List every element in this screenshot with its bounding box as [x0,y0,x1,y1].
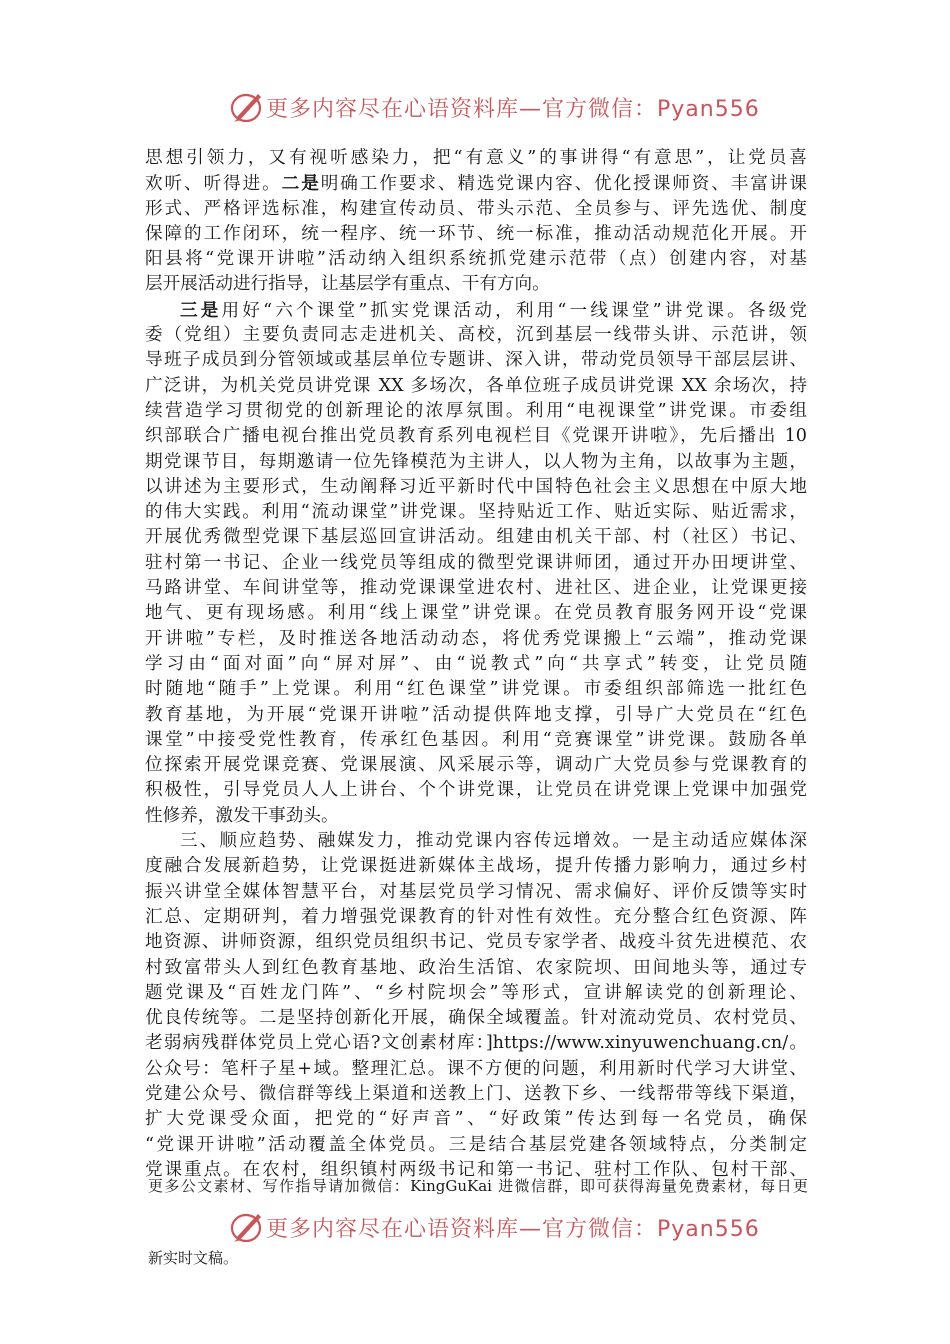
banner-text: 更多内容尽在心语资料库—官方微信：Pyan556 [266,1217,760,1242]
text-line [145,475,807,500]
text-run: 党建公众号、微信群等线上渠道和送教上门、送教下乡、一线帮带等线下渠道， [145,1083,807,1104]
document-body [145,146,807,1183]
watermark-banner-top [0,88,950,128]
text-line [145,1082,807,1107]
text-run: 织部联合广播电视台推出党员教育系列电视栏目《党课开讲啦》，先后播出 10 [145,426,807,447]
text-line [145,222,807,247]
text-line [145,804,807,829]
text-run: 度融合发展新趋势，让党课挺进新媒体主战场，提升传播力影响力，通过乡村 [145,856,807,877]
text-line [145,956,807,981]
text-run: 教育基地，为开展“党课开讲啦”活动提供阵地支撑，引导广大党员在“红色 [145,704,807,725]
text-line [145,500,807,525]
text-run: 驻村第一书记、企业一线党员等组成的微型党课讲师团，通过开办田埂讲堂、 [145,552,807,573]
text-line [145,677,807,702]
text-line [145,146,807,171]
text-run: 广泛讲，为机关党员讲党课 XX 多场次，各单位班子成员讲党课 XX 余场次，持 [145,375,807,396]
text-run: 地资源、讲师资源，组织党员组织书记、党员专家学者、战疫斗贫先进模范、农 [145,932,807,953]
text-run: 开展优秀微型党课下基层巡回宣讲活动。组建由机关干部、村（社区）书记、 [145,527,807,548]
text-run: 时随地“随手”上党课。利用“红色课堂”讲党课。市委组织部筛选一批红色 [145,679,807,700]
footer-note-line-2: 新实时文稿。 [148,1249,239,1267]
text-run: 汇总、定期研判，着力增强党课教育的针对性有效性。充分整合红色资源、阵 [145,906,807,927]
text-run: 村致富带头人到红色教育基地、政治生活馆、农家院坝、田间地头等，通过专 [145,957,807,978]
text-line [145,1133,807,1158]
text-line [145,424,807,449]
text-line [145,298,807,323]
text-line [145,1006,807,1031]
text-line [145,171,807,196]
text-run: 以讲述为主要形式，生动阐释习近平新时代中国特色社会主义思想在中原大地 [145,476,807,497]
text-line [145,272,807,297]
text-run: 老弱病残群体党员上党心语?文创素材库：]https://www.xinyuwenchuang.cn/。 [145,1033,807,1054]
text-line [145,880,807,905]
text-run: 党课重点。在农村，组织镇村两级书记和第一书记、驻村工作队、包村干部、 [145,1159,807,1180]
text-run: 明确工作要求、精选党课内容、优化授课师资、丰富讲课 [320,174,807,195]
text-run: 公众号：笔杆子星+域。整理汇总。课不方便的问题，利用新时代学习大讲堂、 [145,1058,807,1079]
text-run: 阳县将“党课开讲啦”活动纳入组织系统抓党建示范带（点）创建内容，对基 [145,249,807,270]
text-line [145,652,807,677]
text-line [145,981,807,1006]
text-run: 导班子成员到分管领域或基层单位专题讲、深入讲，带动党员领导干部层层讲、 [145,350,807,371]
text-run: 保障的工作闭环，统一程序、统一环节、统一标准，推动活动规范化开展。开 [145,223,807,244]
text-line [145,1031,807,1056]
text-line [145,930,807,955]
text-line [145,450,807,475]
banner-text: 更多内容尽在心语资料库—官方微信：Pyan556 [266,97,760,122]
text-line [145,1057,807,1082]
text-run: 二是 [281,173,321,195]
text-line [145,197,807,222]
text-run: 开讲啦”专栏，及时推送各地活动动态，将优秀党课搬上“云端”，推动党课 [145,628,807,649]
text-line [145,247,807,272]
banner-wechat-id: Pyan556 [657,1217,760,1242]
text-run: 马路讲堂、车间讲堂等，推动党课课堂进农村、进社区、进企业，让党课更接 [145,578,807,599]
text-line [145,348,807,373]
watermark-banner-bottom [0,1208,950,1248]
text-run: 三是 [180,299,222,321]
text-line [145,525,807,550]
text-run: 题党课及“百姓龙门阵”、“乡村院坝会”等形式，宣讲解读党的创新理论、 [145,982,807,1003]
text-run: 性修养，激发干事劲头。 [145,805,339,826]
text-line [145,323,807,348]
text-line [145,399,807,424]
text-run: 扩大党课受众面，把党的“好声音”、“好政策”传达到每一名党员，确保 [145,1109,807,1130]
text-line [145,753,807,778]
text-run: 优良传统等。二是坚持创新化开展，确保全域覆盖。针对流动党员、农村党员、 [145,1008,807,1029]
footer-note-line-1: 更多公文素材、写作指导请加微信：KingGuKai 进微信群，即可获得海量免费素材，每日更 [148,1177,808,1195]
text-run: 层开展活动进行指导，让基层学有重点、干有方向。 [145,274,550,295]
text-run: 欢听、听得进。 [145,174,282,195]
text-run: “党课开讲啦”活动覆盖全体党员。三是结合基层党建各领域特点，分类制定 [145,1134,807,1155]
pen-logo-icon [228,88,268,126]
banner-wechat-id: Pyan556 [657,97,760,122]
text-run: 委（党组）主要负责同志走进机关、高校，沉到基层一线带头讲、示范讲，领 [145,325,807,346]
text-line [145,551,807,576]
pen-logo-icon [228,1208,268,1246]
text-run: 形式、严格评选标准，构建宣传动员、带头示范、全员参与、评先选优、制度 [145,198,807,219]
text-line [145,601,807,626]
text-line [145,728,807,753]
text-run: 用好“六个课堂”抓实党课活动，利用“一线课堂”讲党课。各级党 [221,300,807,321]
text-run: 的伟大实践。利用“流动课堂”讲党课。坚持贴近工作、贴近实际、贴近需求， [145,502,807,523]
text-run: 课堂”中接受党性教育，传承红色基因。利用“竞赛课堂”讲党课。鼓励各单 [145,729,807,750]
text-run: 学习由“面对面”向“屏对屏”、由“说教式”向“共享式”转变，让党员随 [145,653,807,674]
text-line [145,778,807,803]
text-line [145,627,807,652]
text-run: 续营造学习贯彻党的创新理论的浓厚氛围。利用“电视课堂”讲党课。市委组 [145,400,807,421]
text-line [145,905,807,930]
text-run: 地气、更有现场感。利用“线上课堂”讲党课。在党员教育服务网开设“党课 [145,603,807,624]
text-line [145,374,807,399]
text-line [145,854,807,879]
text-run: 振兴讲堂全媒体智慧平台，对基层党员学习情况、需求偏好、评价反馈等实时 [145,881,807,902]
text-run: 位探索开展党课竞赛、党课展演、风采展示等，调动广大党员参与党课教育的 [145,755,807,776]
text-line [145,576,807,601]
text-line [145,703,807,728]
text-line [145,1107,807,1132]
text-line [145,829,807,854]
text-run: 三、顺应趋势、融媒发力，推动党课内容传远增效。一是主动适应媒体深 [180,831,807,852]
text-run: 思想引领力，又有视听感染力，把“有意义”的事讲得“有意思”，让党员喜 [145,148,807,168]
text-run: 积极性，引导党员人人上讲台、个个讲党课，让党员在讲党课上党课中加强党 [145,780,807,801]
text-run: 期党课节目，每期邀请一位先锋模范为主讲人，以人物为主角，以故事为主题， [145,451,807,472]
